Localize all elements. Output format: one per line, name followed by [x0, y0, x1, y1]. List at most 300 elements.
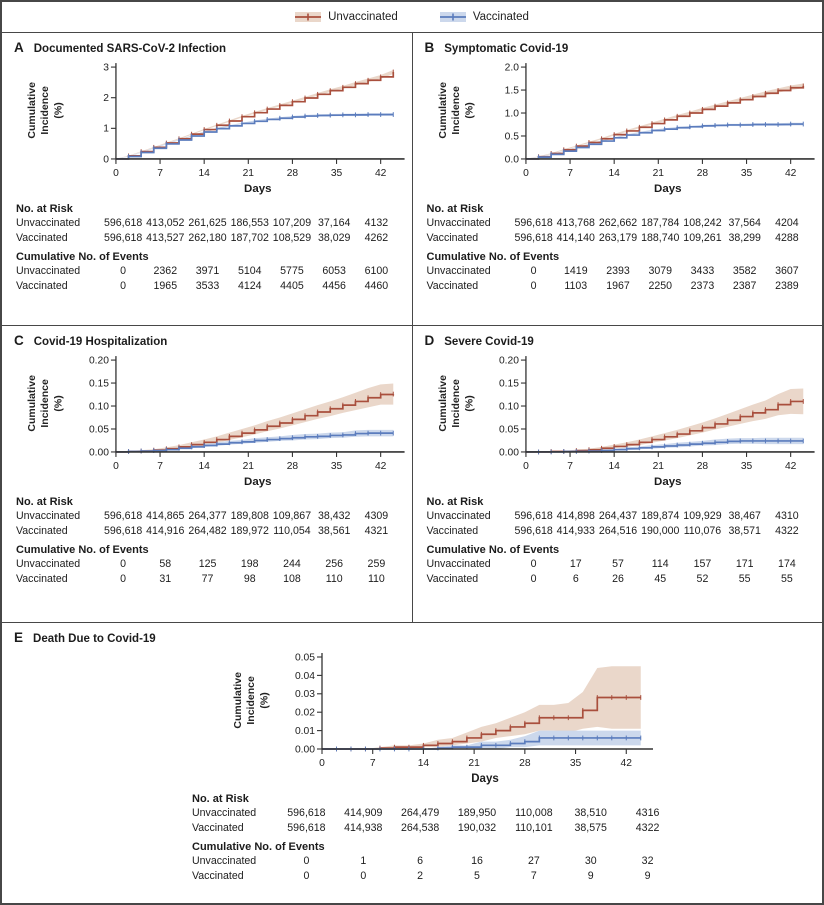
- cell: 38,571: [728, 524, 761, 537]
- x-tick-label: 14: [608, 460, 621, 472]
- y-axis-label-line: (%): [52, 101, 65, 119]
- cell: 98: [243, 572, 256, 585]
- cell: 30: [584, 855, 597, 867]
- panel-letter: C: [14, 333, 24, 348]
- risk-table-title: No. at Risk: [16, 496, 73, 508]
- events-table-d: [427, 544, 809, 586]
- cell: 414,933: [556, 524, 595, 537]
- row-label: Unvaccinated: [192, 855, 257, 867]
- row-label: Vaccinated: [426, 524, 479, 537]
- y-tick-label: 0.00: [88, 447, 109, 459]
- legend-item-unvaccinated: [295, 11, 398, 23]
- risk-row-vaccinated: [427, 524, 809, 539]
- x-tick-label: 0: [113, 460, 119, 472]
- cell: 2389: [775, 279, 799, 292]
- cell: 4316: [635, 807, 660, 819]
- x-tick-label: 21: [468, 758, 480, 769]
- panel-letter: D: [424, 333, 435, 348]
- cell: 38,029: [317, 231, 351, 244]
- y-axis-label: [230, 647, 274, 787]
- cell: 77: [201, 572, 214, 585]
- cell: 5775: [280, 265, 304, 277]
- cell: 264,538: [400, 821, 440, 834]
- y-axis-label-line: Incidence: [449, 85, 462, 135]
- chart-row: [435, 350, 819, 490]
- y-axis-label-text: [26, 375, 65, 432]
- y-tick-label: 0.5: [505, 131, 520, 143]
- risk-row-vaccinated: [192, 821, 676, 836]
- x-tick-label: 28: [697, 460, 709, 472]
- row-label: Unvaccinated: [16, 217, 81, 229]
- events-row-vaccinated: [192, 869, 676, 884]
- x-tick-label: 0: [523, 167, 530, 179]
- panel-d: [412, 326, 823, 622]
- panel-letter: B: [424, 40, 435, 55]
- x-axis-title: Days: [654, 475, 682, 488]
- risk-row-vaccinated: [427, 231, 809, 246]
- x-tick-label: 14: [198, 167, 210, 179]
- panel-title-text: Covid-19 Hospitalization: [33, 336, 168, 348]
- cell: 4124: [237, 279, 262, 292]
- cell: 110,076: [683, 524, 722, 537]
- cell: 38,467: [728, 510, 761, 522]
- x-tick-label: 0: [523, 460, 530, 472]
- y-axis-label: [435, 350, 479, 490]
- x-tick-label: 14: [608, 167, 621, 179]
- y-axis-label-line: (%): [52, 394, 65, 412]
- x-tick-label: 21: [242, 167, 254, 179]
- row-label: Vaccinated: [16, 231, 68, 244]
- events-row-vaccinated: [16, 279, 398, 294]
- cell: 6100: [364, 265, 389, 277]
- events-table-a: [16, 251, 398, 293]
- cell: 4460: [364, 279, 389, 292]
- cell: 3582: [732, 265, 757, 277]
- cell: 6: [572, 572, 579, 585]
- row-label: Unvaccinated: [426, 217, 491, 229]
- cell: 256: [325, 558, 344, 570]
- chart-b: [478, 57, 818, 197]
- panel-title-text: Death Due to Covid-19: [33, 633, 156, 645]
- cell: 596,618: [103, 217, 143, 229]
- cell: 2393: [606, 265, 630, 277]
- cell: 110,008: [515, 807, 553, 819]
- cell: 596,618: [103, 510, 143, 522]
- y-tick-label: 2.0: [505, 62, 520, 74]
- x-tick-label: 21: [242, 460, 254, 472]
- x-tick-label: 7: [369, 758, 376, 769]
- risk-row-vaccinated: [16, 231, 398, 246]
- x-tick-label: 42: [785, 167, 797, 179]
- x-tick-label: 28: [286, 167, 299, 179]
- events-table-c: [16, 544, 398, 586]
- y-tick-label: 0.03: [294, 689, 315, 701]
- cell: 189,808: [230, 510, 269, 522]
- x-axis-title: Days: [471, 773, 499, 785]
- cell: 4288: [775, 231, 799, 244]
- events-row-unvaccinated: [427, 264, 809, 279]
- cell: 9: [644, 869, 651, 882]
- cell: 125: [198, 558, 217, 570]
- events-row-unvaccinated: [427, 557, 809, 572]
- risk-row-vaccinated: [16, 524, 398, 539]
- x-tick-label: 21: [653, 167, 665, 179]
- cell: 171: [735, 558, 754, 570]
- x-tick-label: 42: [785, 460, 797, 472]
- y-axis-label-line: Incidence: [245, 675, 258, 725]
- cell: 264,482: [188, 524, 227, 537]
- row-label: Vaccinated: [16, 524, 68, 537]
- risk-row-unvaccinated: [427, 509, 809, 524]
- events-table-b: [427, 251, 809, 293]
- cell: 38,299: [728, 231, 761, 244]
- cell: 0: [303, 855, 310, 867]
- cell: 26: [612, 572, 624, 585]
- curve-unvaccinated: [526, 86, 803, 159]
- cell: 4456: [322, 279, 346, 292]
- risk-table-title: No. at Risk: [426, 203, 484, 215]
- cell: 261,625: [188, 217, 227, 229]
- cell: 3079: [648, 265, 673, 277]
- row-label: Vaccinated: [426, 572, 479, 585]
- cell: 0: [530, 558, 537, 570]
- chart-d: [478, 350, 818, 490]
- panel-row-cd: [2, 326, 822, 623]
- cell: 4309: [364, 510, 389, 522]
- events-table-title: Cumulative No. of Events: [192, 841, 325, 853]
- y-axis-label: [24, 57, 68, 197]
- y-tick-label: 0.02: [294, 707, 315, 719]
- risk-table-title: No. at Risk: [426, 496, 484, 508]
- y-axis-label: [435, 57, 479, 197]
- panel-letter: E: [14, 630, 24, 645]
- panel-a: [2, 33, 412, 325]
- events-table-title: Cumulative No. of Events: [16, 544, 149, 556]
- cell: 244: [283, 558, 301, 570]
- cell: 3971: [195, 265, 220, 277]
- cell: 114: [651, 558, 669, 570]
- y-axis-label-line: Cumulative: [436, 374, 449, 432]
- cell: 262,662: [598, 217, 638, 229]
- cell: 0: [360, 869, 367, 882]
- x-tick-label: 0: [113, 167, 119, 179]
- cell: 414,140: [556, 231, 595, 244]
- risk-row-unvaccinated: [16, 509, 398, 524]
- cell: 5: [474, 869, 480, 882]
- cell: 1: [360, 855, 367, 867]
- cell: 596,618: [103, 524, 143, 537]
- y-axis-label-line: Cumulative: [26, 374, 39, 432]
- chart-c: [68, 350, 408, 490]
- row-label: Unvaccinated: [426, 265, 491, 277]
- cell: 413,768: [556, 217, 595, 229]
- cell: 17: [569, 558, 582, 570]
- events-table-title: Cumulative No. of Events: [426, 544, 560, 556]
- cell: 4322: [635, 821, 660, 834]
- y-axis-label-text: [26, 82, 65, 139]
- x-tick-label: 35: [330, 460, 343, 472]
- cell: 264,437: [598, 510, 638, 522]
- cell: 27: [527, 855, 540, 867]
- events-row-unvaccinated: [16, 557, 398, 572]
- panel-b-title: [425, 40, 819, 55]
- cell: 32: [641, 855, 654, 867]
- cell: 189,972: [230, 524, 269, 537]
- row-label: Vaccinated: [16, 279, 68, 292]
- cell: 264,479: [400, 807, 440, 819]
- y-tick-label: 0.05: [294, 652, 315, 664]
- cell: 4204: [775, 217, 799, 229]
- y-tick-label: 0.04: [294, 670, 315, 682]
- cell: 110,054: [273, 524, 311, 537]
- events-row-vaccinated: [427, 572, 809, 587]
- cell: 38,575: [574, 821, 607, 834]
- cell: 189,950: [457, 807, 497, 819]
- row-label: Unvaccinated: [426, 510, 491, 522]
- row-label: Unvaccinated: [16, 265, 81, 277]
- x-tick-label: 28: [286, 460, 299, 472]
- cell: 414,916: [146, 524, 185, 537]
- cell: 157: [693, 558, 712, 570]
- cell: 4322: [775, 524, 799, 537]
- cell: 174: [778, 558, 796, 570]
- cell: 55: [738, 572, 751, 585]
- chart-row: [435, 57, 819, 197]
- cell: 0: [120, 265, 127, 277]
- cell: 4132: [364, 217, 389, 229]
- cell: 596,618: [514, 231, 553, 244]
- x-tick-label: 7: [157, 460, 163, 472]
- cell: 4321: [364, 524, 389, 537]
- legend-marker-unvaccinated-icon: [295, 11, 321, 23]
- cell: 4262: [364, 231, 389, 244]
- cell: 413,052: [146, 217, 185, 229]
- cell: 3607: [775, 265, 799, 277]
- y-tick-label: 0.01: [294, 726, 315, 737]
- cell: 187,784: [641, 217, 680, 229]
- cell: 57: [612, 558, 624, 570]
- legend-label-unvaccinated: Unvaccinated: [328, 11, 398, 23]
- cell: 109,929: [683, 510, 722, 522]
- cell: 2: [417, 869, 424, 882]
- cell: 58: [159, 558, 172, 570]
- legend-item-vaccinated: [440, 11, 529, 23]
- x-tick-label: 14: [198, 460, 210, 472]
- cell: 6053: [322, 265, 346, 277]
- cell: 7: [530, 869, 537, 882]
- cell: 109,261: [683, 231, 722, 244]
- risk-row-unvaccinated: [192, 806, 676, 821]
- chart-row: [24, 57, 408, 197]
- cell: 0: [530, 279, 537, 292]
- row-label: Unvaccinated: [16, 510, 81, 522]
- cell: 109,867: [272, 510, 312, 522]
- cell: 187,702: [230, 231, 269, 244]
- events-row-unvaccinated: [192, 854, 676, 869]
- chart-a: [68, 57, 408, 197]
- cell: 596,618: [103, 231, 143, 244]
- legend-marker-vaccinated-icon: [440, 11, 466, 23]
- cell: 55: [780, 572, 793, 585]
- legend: [2, 2, 822, 33]
- x-tick-label: 35: [741, 460, 753, 472]
- events-table-title: Cumulative No. of Events: [16, 251, 149, 263]
- y-axis-label-text: [232, 672, 271, 729]
- cell: 108,529: [272, 231, 312, 244]
- cell: 3533: [195, 279, 220, 292]
- cell: 2387: [732, 279, 757, 292]
- cell: 1103: [564, 279, 588, 292]
- events-row-vaccinated: [16, 572, 398, 587]
- x-tick-label: 35: [741, 167, 753, 179]
- cell: 3433: [690, 265, 715, 277]
- cell: 596,618: [514, 524, 553, 537]
- panel-row-ab: [2, 33, 822, 326]
- cell: 16: [471, 855, 483, 867]
- y-tick-label: 1: [103, 123, 109, 135]
- y-tick-label: 1.5: [505, 85, 520, 97]
- chart-e: [274, 647, 656, 787]
- risk-table-d: [427, 496, 809, 538]
- panel-c-title: [14, 333, 408, 348]
- x-tick-label: 42: [620, 758, 633, 769]
- y-axis-label-line: Cumulative: [436, 81, 449, 139]
- cell: 0: [530, 572, 537, 585]
- y-axis-label-line: (%): [258, 691, 271, 709]
- cell: 4310: [775, 510, 799, 522]
- cell: 52: [696, 572, 709, 585]
- x-tick-label: 28: [519, 758, 531, 769]
- cell: 414,909: [344, 807, 383, 819]
- y-tick-label: 1.0: [505, 108, 520, 120]
- y-tick-label: 0: [103, 154, 109, 166]
- cell: 110: [367, 572, 385, 585]
- cell: 6: [417, 855, 424, 867]
- risk-table-b: [427, 203, 809, 245]
- x-tick-label: 21: [653, 460, 665, 472]
- row-label: Unvaccinated: [16, 558, 81, 570]
- panel-b: [412, 33, 823, 325]
- row-label: Vaccinated: [192, 821, 244, 834]
- cell: 9: [587, 869, 594, 882]
- y-tick-label: 0.0: [505, 154, 520, 166]
- risk-table-title: No. at Risk: [192, 793, 249, 805]
- cell: 190,000: [641, 524, 680, 537]
- risk-row-unvaccinated: [427, 216, 809, 231]
- y-axis-label-line: Cumulative: [26, 81, 39, 139]
- panel-e-content: [184, 647, 676, 883]
- x-tick-label: 42: [374, 167, 387, 179]
- cell: 189,874: [641, 510, 680, 522]
- cell: 263,179: [598, 231, 638, 244]
- row-label: Vaccinated: [192, 869, 244, 882]
- cell: 264,377: [188, 510, 227, 522]
- cell: 188,740: [641, 231, 680, 244]
- events-row-vaccinated: [427, 279, 809, 294]
- cell: 37,164: [317, 217, 351, 229]
- panel-letter: A: [14, 40, 24, 55]
- cell: 1967: [606, 279, 630, 292]
- y-tick-label: 0.00: [499, 447, 520, 459]
- cell: 190,032: [457, 821, 497, 834]
- x-tick-label: 7: [157, 167, 163, 179]
- cell: 38,561: [317, 524, 351, 537]
- cell: 1419: [564, 265, 588, 277]
- x-tick-label: 0: [319, 758, 325, 769]
- y-tick-label: 0.10: [88, 401, 109, 413]
- y-axis-label-line: Incidence: [39, 85, 52, 135]
- row-label: Vaccinated: [426, 279, 479, 292]
- cell: 413,527: [146, 231, 185, 244]
- row-label: Unvaccinated: [192, 807, 257, 819]
- chart-row: [230, 647, 676, 787]
- cell: 596,618: [287, 821, 326, 834]
- panel-title-text: Severe Covid-19: [444, 336, 534, 348]
- y-axis-label-text: [437, 82, 476, 139]
- cell: 31: [159, 572, 172, 585]
- cell: 596,618: [287, 807, 326, 819]
- cell: 186,553: [230, 217, 269, 229]
- y-axis-label: [24, 350, 68, 490]
- panel-row-e: [2, 623, 822, 903]
- x-tick-label: 14: [417, 758, 430, 769]
- x-tick-label: 7: [567, 460, 574, 472]
- cell: 259: [367, 558, 386, 570]
- x-tick-label: 7: [567, 167, 574, 179]
- y-tick-label: 0.05: [499, 424, 520, 436]
- cell: 596,618: [514, 217, 553, 229]
- x-axis-title: Days: [654, 182, 682, 195]
- events-table-e: [192, 841, 676, 883]
- panel-c: [2, 326, 412, 622]
- risk-table-title: No. at Risk: [16, 203, 73, 215]
- cell: 414,938: [344, 821, 383, 834]
- y-tick-label: 0.10: [499, 401, 520, 413]
- risk-table-e: [192, 793, 676, 835]
- x-axis-title: Days: [243, 182, 272, 195]
- cell: 38,432: [317, 510, 351, 522]
- cell: 596,618: [514, 510, 553, 522]
- cell: 108,242: [683, 217, 722, 229]
- panel-e-title: [14, 630, 818, 645]
- panel-a-title: [14, 40, 408, 55]
- events-row-unvaccinated: [16, 264, 398, 279]
- y-tick-label: 0.20: [88, 355, 109, 367]
- cell: 45: [654, 572, 667, 585]
- y-tick-label: 0.00: [294, 744, 315, 756]
- cell: 0: [120, 558, 127, 570]
- legend-label-vaccinated: Vaccinated: [472, 11, 529, 23]
- y-axis-label-line: (%): [463, 394, 476, 412]
- cell: 2373: [690, 279, 715, 292]
- y-tick-label: 2: [103, 93, 109, 105]
- panel-title-text: Symptomatic Covid-19: [444, 43, 569, 55]
- x-axis-title: Days: [243, 475, 272, 488]
- y-axis-label-line: Cumulative: [232, 671, 245, 729]
- cell: 110,101: [515, 821, 553, 834]
- cell: 262,180: [188, 231, 227, 244]
- cell: 108: [283, 572, 301, 585]
- cell: 110: [325, 572, 343, 585]
- cell: 198: [240, 558, 259, 570]
- row-label: Unvaccinated: [426, 558, 491, 570]
- cell: 0: [303, 869, 310, 882]
- x-tick-label: 35: [569, 758, 582, 769]
- y-axis-label-line: (%): [463, 101, 476, 119]
- cell: 0: [530, 265, 537, 277]
- cell: 0: [120, 572, 127, 585]
- y-tick-label: 0.15: [88, 378, 109, 390]
